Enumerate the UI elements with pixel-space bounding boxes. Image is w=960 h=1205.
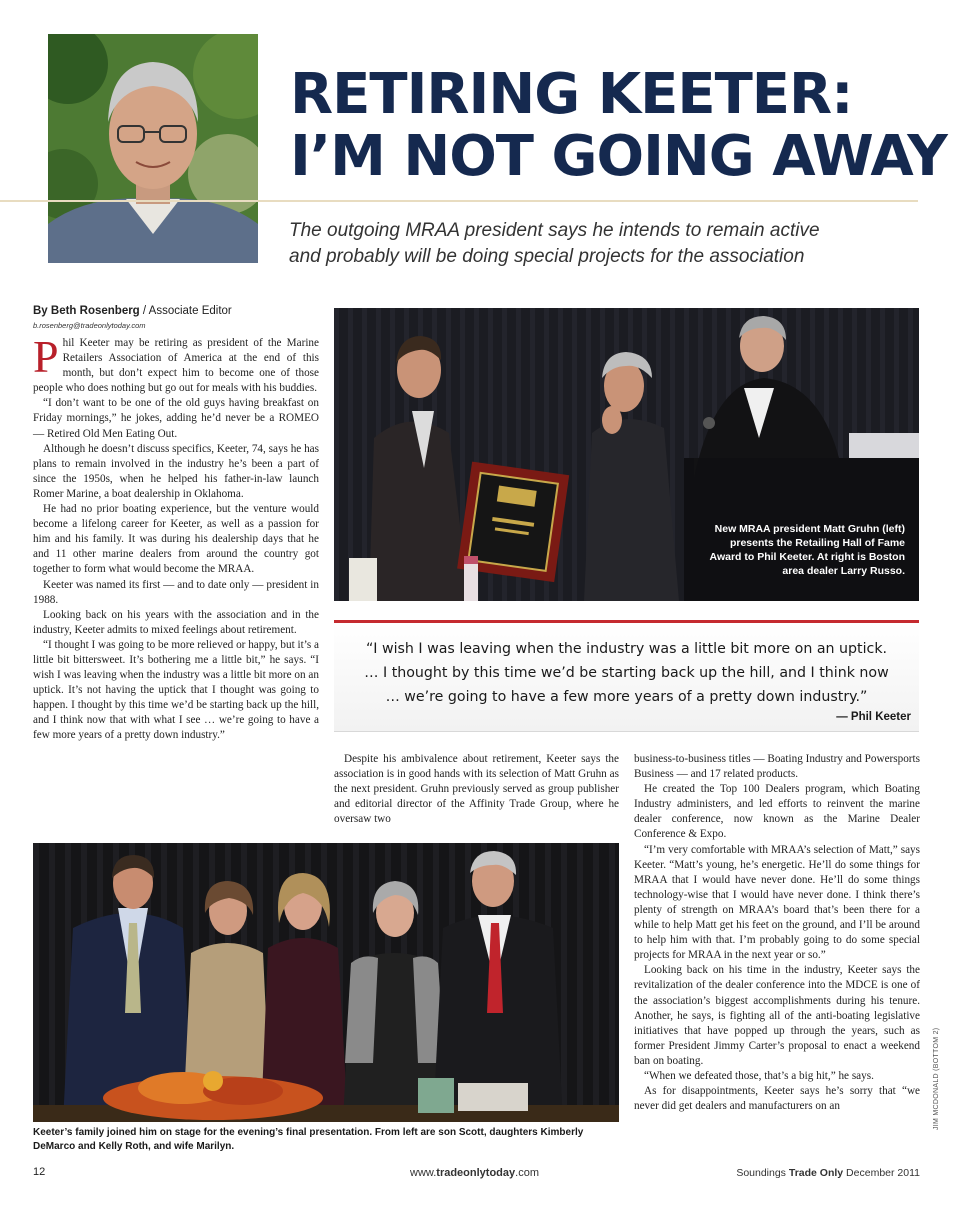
magazine-issue-date: December 2011 [843, 1167, 920, 1179]
url-suffix: .com [515, 1167, 539, 1179]
pull-quote-line: “I wish I was leaving when the industry was a little bit more on an uptick. [365, 641, 888, 657]
award-presentation-photo [334, 308, 919, 601]
paragraph: As for disappointments, Keeter says he’s sorry that “we never did get dealers and manufacturers on an [634, 1085, 920, 1113]
article-column-1 [33, 331, 319, 744]
photo-credit: JIM MCDONALD (BOTTOM 2) [933, 1027, 940, 1130]
paragraph: “When we defeated those, that’s a big hit,” he says. [644, 1069, 874, 1082]
paragraph: Keeter was named its first — and to date only — president in 1988. [33, 578, 319, 606]
paragraph: “I thought I was going to be more relieved or happy, but it’s a little bit bittersweet. It’s bothering me a little bit,” he says. “I wish I was leaving when the industry was a little bit more on an uptick. It’s not having the uptick that I thought was going to happen. I thought by this time we’d be starting back up the hill, and I think now that with what I see … we’re going to have a few more years of a pretty down industry.” [33, 638, 319, 742]
article-headline [290, 62, 947, 189]
author-name: By Beth Rosenberg [33, 305, 140, 317]
website-link[interactable] [410, 1167, 539, 1179]
paragraph: He created the Top 100 Dealers program, which Boating Industry administers, and led efforts to reinvent the marine dealer conference, now known as the Marine Dealer Conference & Expo. [634, 783, 920, 841]
pull-quote-text [334, 637, 919, 709]
photo-caption: Keeter’s family joined him on stage for the evening’s final presentation. From left are son Scott, daughters Kimberly DeMarco and Kelly Roth, and wife Marilyn. [33, 1127, 584, 1152]
deck-line-2: and probably will be doing special projects for the association [289, 246, 805, 267]
photo-caption: New MRAA president Matt Gruhn (left) presents the Retailing Hall of Fame Award to Phil Keeter. At right is Boston area dealer Larry Russo. [709, 523, 905, 577]
pull-quote-attribution: — Phil Keeter [836, 711, 911, 723]
portrait-photo [48, 34, 258, 263]
pull-quote-line: … we’re going to have a few more years of a pretty down industry.” [385, 689, 868, 705]
author-email[interactable]: b.rosenberg@tradeonlytoday.com [33, 321, 146, 330]
byline [33, 305, 232, 317]
article-column-2 [334, 752, 619, 827]
magazine-prefix: Soundings [736, 1167, 789, 1179]
pull-quote-line: … I thought by this time we’d be starting back up the hill, and I think now [364, 665, 889, 681]
drop-cap: P [33, 331, 59, 382]
article-deck [289, 218, 909, 270]
magazine-issue [736, 1167, 920, 1179]
header-divider [0, 200, 918, 202]
headline-line-1: RETIRING KEETER: [290, 62, 853, 127]
paragraph: “I’m very comfortable with MRAA’s selection of Matt,” says Keeter. “Matt’s young, he’s energetic. He’ll do some things for MRAA that I would have never done. He’ll do some things technology-wise that I would have never done. I think there’s plenty of strength on MRAA’s board that’s been there for a while to help Matt get his feet on the ground, and I’ll be around to help him with that. I’m probably going to do some special projects for MRAA in the next year or so.” [634, 843, 920, 962]
paragraph: “I don’t want to be one of the old guys having breakfast on Friday mornings,” he jokes, adding he’d never be a ROMEO — Retired Old Men Eating Out. [33, 397, 319, 440]
paragraph: He had no prior boating experience, but the venture would become a lifelong career for Keeter, as well as a passion for him and his family. It was during his dealership days that he and 11 other marine dealers from around the country got together to form what would become the MRAA. [33, 503, 319, 576]
magazine-brand: Trade Only [788, 1167, 844, 1179]
url-main: tradeonlytoday [436, 1167, 516, 1179]
paragraph: Although he doesn’t discuss specifics, Keeter, 74, says he has plans to remain involved in the industry he’s been a part of since the 1950s, when he helped his father-in-law launch Romer Marine, a boat dealership in Oklahoma. [33, 442, 319, 500]
paragraph: business-to-business titles — Boating Industry and Powersports Business — and 17 related products. [634, 753, 920, 781]
article-column-3 [634, 752, 920, 1114]
page-number: 12 [33, 1166, 46, 1178]
deck-line-1: The outgoing MRAA president says he intends to remain active [289, 220, 820, 241]
family-photo [33, 843, 619, 1122]
paragraph: Phil Keeter may be retiring as president of the Marine Retailers Association of America at the end of this month, but don’t expect him to become one of those people who does nothing but go out for meals with his buddies. [33, 331, 319, 395]
pull-quote [334, 620, 919, 732]
author-title: / Associate Editor [139, 305, 232, 317]
headline-line-2: I’M NOT GOING AWAY [290, 124, 947, 189]
paragraph: Looking back on his time in the industry, Keeter says the revitalization of the dealer conference into the MDCE is one of the association’s biggest accomplishments during his tenure. Another, he says, is fighting all of the anti-boating legislative initiatives that have popped up through the years, such as former President Jimmy Carter’s proposal to enact a weekend ban on boating. [634, 964, 920, 1067]
url-prefix: www. [410, 1167, 437, 1179]
paragraph: Despite his ambivalence about retirement, Keeter says the association is in good hands with its selection of Matt Gruhn as the next president. Gruhn previously served as group publisher and editorial director of the Affinity Trade Group, where he oversaw two [334, 753, 619, 826]
paragraph: Looking back on his years with the association and in the industry, Keeter admits to mixed feelings about retirement. [33, 608, 319, 636]
